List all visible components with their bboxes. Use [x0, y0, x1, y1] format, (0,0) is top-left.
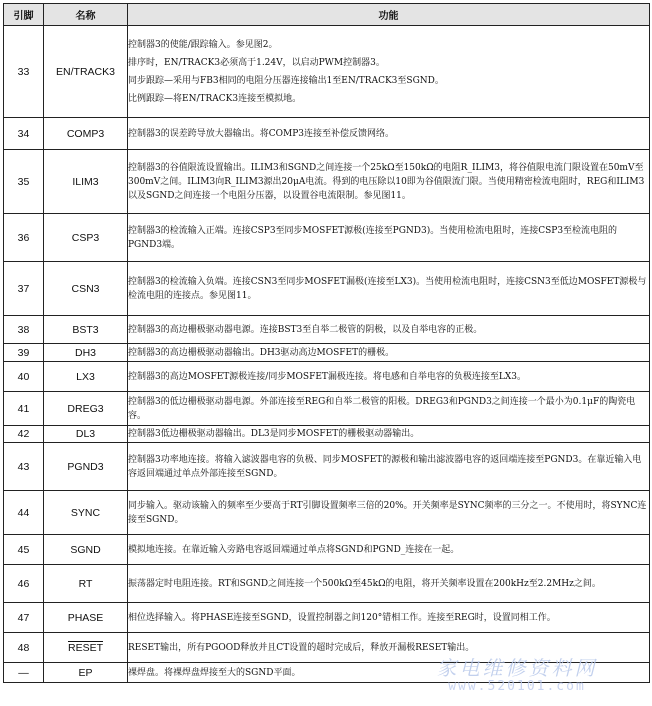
- pin-number: 38: [4, 316, 44, 344]
- pin-name: ILIM3: [44, 150, 128, 214]
- pin-number: —: [4, 663, 44, 683]
- pin-name: LX3: [44, 362, 128, 392]
- pin-number: 33: [4, 26, 44, 118]
- pin-number: 36: [4, 214, 44, 262]
- pin-function: [128, 362, 650, 392]
- pin-function: [128, 491, 650, 535]
- function-line: 振荡器定时电阻连接。RT和SGND之间连接一个500kΩ至45kΩ的电阻，将开关频率设置在200kHz至2.2MHz之间。: [128, 578, 601, 589]
- pin-number: 37: [4, 262, 44, 316]
- table-row: [4, 344, 650, 362]
- pin-name: PHASE: [44, 603, 128, 633]
- pin-number: 48: [4, 633, 44, 663]
- watermark-title: 家电维修资料网: [436, 656, 598, 680]
- header-function: 功能: [128, 4, 650, 26]
- table-row: [4, 150, 650, 214]
- pin-number: 41: [4, 392, 44, 426]
- pin-function: [128, 262, 650, 316]
- function-line: 排序时，EN/TRACK3必须高于1.24V，以启动PWM控制器3。: [128, 57, 385, 68]
- pin-name: COMP3: [44, 118, 128, 150]
- pin-name: DREG3: [44, 392, 128, 426]
- pin-number: 40: [4, 362, 44, 392]
- pin-name: RT: [44, 565, 128, 603]
- table-header-row: [4, 4, 650, 26]
- table-row: [4, 535, 650, 565]
- pin-function: [128, 150, 650, 214]
- pin-number: 39: [4, 344, 44, 362]
- pin-name: CSP3: [44, 214, 128, 262]
- function-line: 裸焊盘。将裸焊盘焊接至大的SGND平面。: [128, 667, 301, 678]
- function-line: RESET输出，所有PGOOD释放并且CT设置的超时完成后，释放开漏极RESET输出。: [128, 642, 475, 653]
- pin-function: [128, 118, 650, 150]
- function-line: 模拟地连接。在靠近输入旁路电容返回端通过单点将SGND和PGND_连接在一起。: [128, 544, 460, 555]
- watermark-url: www.520101.com: [448, 679, 586, 694]
- function-line: 控制器3的检流输入正端。连接CSP3至同步MOSFET源极(连接至PGND3)。当使用检流电阻时，连接CSP3至检流电阻的PGND3端。: [128, 225, 618, 250]
- table-row: [4, 491, 650, 535]
- function-line: 同步跟踪—采用与FB3相同的电阻分压器连接输出1至EN/TRACK3至SGND。: [128, 75, 444, 86]
- pin-function: [128, 344, 650, 362]
- pin-name: DL3: [44, 426, 128, 443]
- pin-number: 43: [4, 443, 44, 491]
- pin-number: 45: [4, 535, 44, 565]
- function-line: 控制器3的谷值限流设置输出。ILIM3和SGND之间连接一个25kΩ至150kΩ的电阻R_ILIM3，将谷值限电流门限设置在50mV至300mV之间。ILIM3向R_ILIM3源出20μA电流。得到的电压除以10即为谷值限流门限。当使用精密检流电阻时，REG和ILIM3以及SGND之间连接一个电阻分压器，以设置谷电流限制。参见图11。: [128, 162, 645, 201]
- pin-function: [128, 565, 650, 603]
- table-row: [4, 663, 650, 683]
- table-row: [4, 426, 650, 443]
- table-row: [4, 565, 650, 603]
- pin-name: PGND3: [44, 443, 128, 491]
- pin-number: 35: [4, 150, 44, 214]
- function-line: 控制器3的检流输入负端。连接CSN3至同步MOSFET漏极(连接至LX3)。当使用检流电阻时，连接CSN3至低边MOSFET源极与检流电阻的连接点。参见图11。: [128, 276, 647, 301]
- pin-description-table: [3, 3, 650, 683]
- pin-function: [128, 316, 650, 344]
- pin-function: [128, 663, 650, 683]
- pin-function: [128, 426, 650, 443]
- header-name: 名称: [44, 4, 128, 26]
- pin-number: 44: [4, 491, 44, 535]
- function-line: 控制器3的低边栅极驱动器电源。外部连接至REG和自举二极管的阳极。DREG3和PGND3之间连接一个最小为0.1μF的陶瓷电容。: [128, 396, 636, 421]
- pin-name: DH3: [44, 344, 128, 362]
- header-pin: 引脚: [4, 4, 44, 26]
- table-row: [4, 362, 650, 392]
- function-line: 控制器3的高边栅极驱动器输出。DH3驱动高边MOSFET的栅极。: [128, 347, 395, 358]
- table-row: [4, 118, 650, 150]
- table-row: [4, 392, 650, 426]
- function-line: 控制器3的使能/跟踪输入。参见图2。: [128, 39, 278, 50]
- table-row: [4, 262, 650, 316]
- function-line: 比例跟踪—将EN/TRACK3连接至模拟地。: [128, 93, 302, 104]
- function-line: 控制器3功率地连接。将输入滤波器电容的负极、同步MOSFET的源极和输出滤波器电容的返回端连接至PGND3。在靠近输入电容返回端通过单点外部连接至SGND。: [128, 454, 642, 479]
- function-line: 控制器3的高边栅极驱动器电源。连接BST3至自举二极管的阴极，以及自举电容的正极。: [128, 324, 483, 335]
- table-row: [4, 316, 650, 344]
- pin-number: 46: [4, 565, 44, 603]
- pin-function: [128, 633, 650, 663]
- pin-function: [128, 392, 650, 426]
- function-line: 相位选择输入。将PHASE连接至SGND，设置控制器之间120°错相工作。连接至REG时，设置同相工作。: [128, 612, 556, 623]
- table-row: [4, 214, 650, 262]
- pin-function: [128, 603, 650, 633]
- table-row: [4, 633, 650, 663]
- pin-name: EN/TRACK3: [44, 26, 128, 118]
- pin-number: 34: [4, 118, 44, 150]
- table-row: [4, 26, 650, 118]
- function-line: 同步输入。驱动该输入的频率至少要高于RT引脚设置频率三倍的20%。开关频率是SYNC频率的三分之一。不使用时，将SYNC连接至SGND。: [128, 500, 647, 525]
- table-row: [4, 443, 650, 491]
- pin-number: 42: [4, 426, 44, 443]
- pin-name: EP: [44, 663, 128, 683]
- pin-function: [128, 535, 650, 565]
- function-line: 控制器3的高边MOSFET源极连接/同步MOSFET漏极连接。将电感和自举电容的负极连接至LX3。: [128, 371, 527, 382]
- pin-function: [128, 26, 650, 118]
- pin-number: 47: [4, 603, 44, 633]
- function-line: 控制器3低边栅极驱动器输出。DL3是同步MOSFET的栅极驱动器输出。: [128, 429, 420, 439]
- pin-function: [128, 443, 650, 491]
- pin-name: SYNC: [44, 491, 128, 535]
- pin-name: SGND: [44, 535, 128, 565]
- pin-function: [128, 214, 650, 262]
- function-line: 控制器3的误差跨导放大器输出。将COMP3连接至补偿反馈网络。: [128, 128, 394, 139]
- pin-name: RESET: [44, 633, 128, 663]
- pin-name: BST3: [44, 316, 128, 344]
- pin-name: CSN3: [44, 262, 128, 316]
- table-row: [4, 603, 650, 633]
